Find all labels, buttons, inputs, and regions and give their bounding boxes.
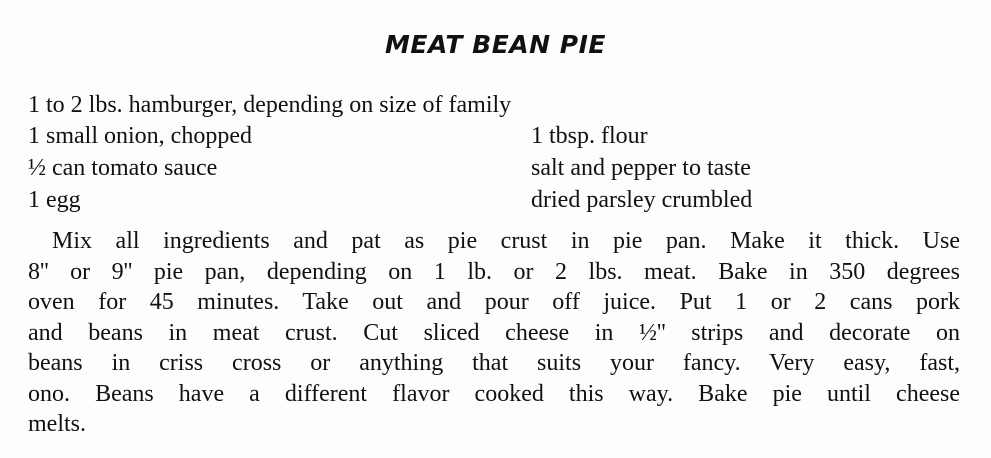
directions-line: beans in criss cross or anything that suits your fancy. Very easy, fast, bbox=[28, 350, 960, 376]
ingredient-hamburger: 1 to 2 lbs. hamburger, depending on size of family bbox=[28, 92, 512, 118]
ingredient-egg: 1 egg bbox=[28, 187, 81, 213]
ingredient-onion: 1 small onion, chopped bbox=[28, 123, 252, 149]
directions-line: 8'' or 9'' pie pan, depending on 1 lb. or 2 lbs. meat. Bake in 350 degrees bbox=[28, 258, 960, 285]
recipe-directions bbox=[28, 226, 960, 440]
directions-line: and beans in meat crust. Cut sliced cheese in ½'' strips and decorate on bbox=[28, 319, 960, 346]
ingredient-parsley: dried parsley crumbled bbox=[531, 187, 753, 213]
ingredient-tomato-sauce: ½ can tomato sauce bbox=[28, 155, 218, 181]
ingredient-flour: 1 tbsp. flour bbox=[531, 123, 648, 149]
directions-line: oven for 45 minutes. Take out and pour off juice. Put 1 or 2 cans pork bbox=[28, 289, 960, 315]
directions-line: melts. bbox=[28, 411, 86, 437]
ingredient-salt-pepper: salt and pepper to taste bbox=[531, 155, 751, 181]
recipe-title: MEAT BEAN PIE bbox=[385, 30, 606, 59]
directions-line: ono. Beans have a different flavor cooked this way. Bake pie until cheese bbox=[28, 380, 960, 407]
directions-line: Mix all ingredients and pat as pie crust in pie pan. Make it thick. Use bbox=[52, 228, 960, 254]
